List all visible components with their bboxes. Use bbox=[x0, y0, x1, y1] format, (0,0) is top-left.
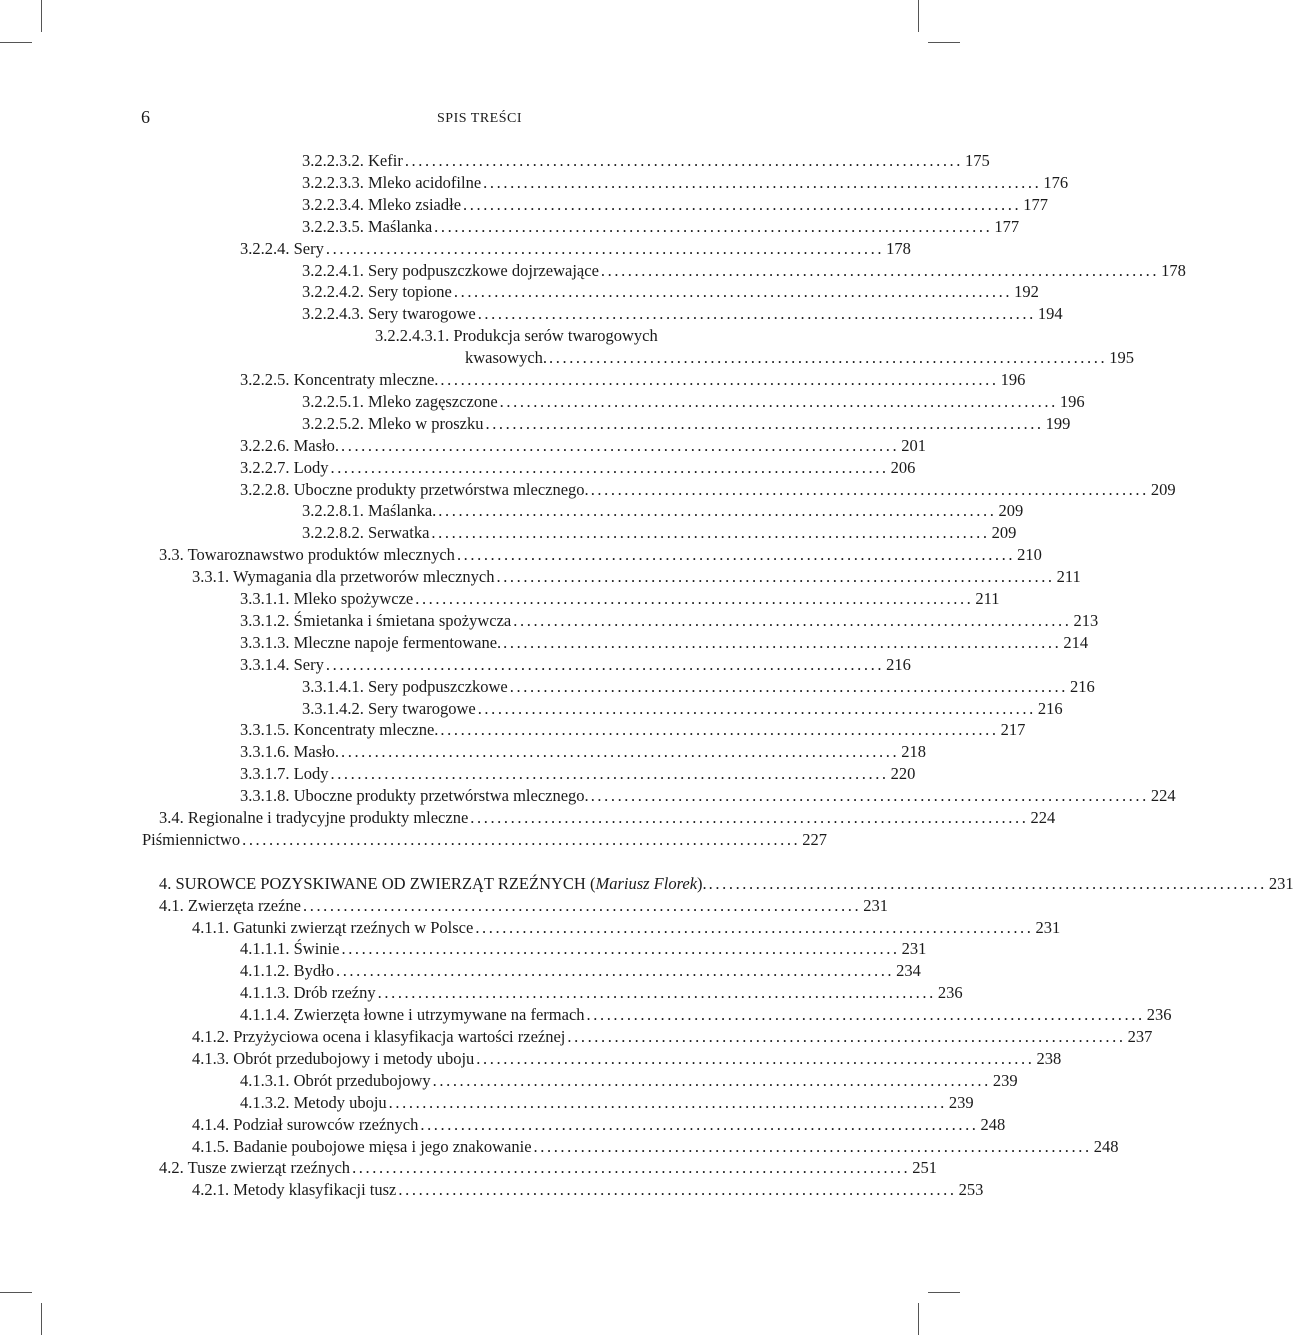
toc-entry-title: 3.3. Towaroznawstwo produktów mlecznych bbox=[159, 545, 455, 565]
toc-leader-dots: ................................................................................... bbox=[586, 1005, 1145, 1025]
toc-leader-dots: ................................................................................... bbox=[513, 610, 1072, 630]
page-number: 6 bbox=[141, 107, 150, 127]
toc-leader-dots: ................................................................................... bbox=[440, 370, 999, 389]
toc-entry bbox=[192, 1026, 1153, 1048]
toc-entry bbox=[192, 1114, 1006, 1136]
toc-entry bbox=[302, 281, 1039, 303]
toc-leader-dots: ................................................................................... bbox=[440, 720, 999, 740]
toc-entry bbox=[240, 610, 1099, 632]
toc-leader-dots: ................................................................................... bbox=[325, 238, 885, 258]
toc-leader-dots: ................................................................................... bbox=[303, 895, 862, 915]
toc-entry-title: 3.3.1.4.2. Sery twarogowe bbox=[302, 698, 476, 718]
toc-entry-title: 3.3.1.5. Koncentraty mleczne. bbox=[240, 720, 439, 740]
toc-entry-page: 192 bbox=[1014, 282, 1039, 302]
toc-entry-page: 216 bbox=[1037, 698, 1063, 718]
toc-entry bbox=[240, 719, 1026, 741]
toc-entry-page: 176 bbox=[1043, 172, 1069, 192]
toc-entry bbox=[240, 632, 1089, 654]
toc-entry-page: 231 bbox=[863, 895, 888, 915]
toc-entry-page: 201 bbox=[901, 435, 926, 455]
toc-leader-dots: ................................................................................... bbox=[499, 391, 1058, 411]
toc-entry-title: 3.2.2.7. Lody bbox=[240, 457, 329, 477]
toc-entry-page: 175 bbox=[965, 151, 990, 170]
toc-entry bbox=[192, 1179, 984, 1201]
toc-entry bbox=[159, 544, 1042, 566]
toc-leader-dots: ................................................................................... bbox=[509, 676, 1068, 696]
toc-entry bbox=[302, 172, 1069, 194]
toc-entry-title: 4.2.1. Metody klasyfikacji tusz bbox=[192, 1180, 397, 1200]
toc-entry-title: 4.1.2. Przyżyciowa ocena i klasyfikacja wartości rzeźnej bbox=[192, 1027, 566, 1046]
toc-entry bbox=[240, 763, 916, 785]
toc-entry-page: 248 bbox=[1093, 1136, 1119, 1156]
toc-leader-dots: ................................................................................... bbox=[432, 1070, 991, 1090]
toc-entry-title: 4.1.5. Badanie poubojowe mięsa i jego znakowanie bbox=[192, 1136, 532, 1156]
toc-entry-page: 224 bbox=[1030, 808, 1056, 827]
toc-entry bbox=[240, 479, 1176, 501]
toc-entry-page: 216 bbox=[1069, 676, 1095, 696]
toc-entry-title: 4. SUROWCE POZYSKIWANE OD ZWIERZĄT RZEŹNYCH (Mariusz Florek). bbox=[159, 873, 707, 893]
toc-entry-title: 3.2.2.3.2. Kefir bbox=[302, 151, 403, 170]
toc-entry-title: 3.3.1.4.1. Sery podpuszczkowe bbox=[302, 676, 508, 696]
toc-leader-dots: ................................................................................... bbox=[377, 983, 936, 1003]
toc-entry-title: 3.3.1.1. Mleko spożywcze bbox=[240, 589, 414, 608]
toc-entry-page: 211 bbox=[975, 589, 1000, 608]
toc-leader-dots: ................................................................................... bbox=[242, 829, 801, 849]
toc-leader-dots: ................................................................................... bbox=[335, 961, 895, 981]
toc-leader-dots: ................................................................................... bbox=[567, 1027, 1126, 1046]
toc-leader-dots: ................................................................................... bbox=[325, 654, 885, 674]
toc-entry-title: 3.3.1.7. Lody bbox=[240, 764, 329, 784]
toc-leader-dots: ................................................................................... bbox=[330, 764, 889, 784]
toc-leader-dots: ................................................................................... bbox=[477, 304, 1036, 324]
toc-entry-page: 210 bbox=[1017, 545, 1042, 565]
toc-entry-page: 178 bbox=[886, 238, 911, 258]
toc-entry-page: 199 bbox=[1045, 413, 1071, 433]
toc-leader-dots: ................................................................................... bbox=[341, 435, 900, 455]
crop-mark-top-left-v bbox=[41, 0, 42, 32]
toc-entry-title: 3.2.2.3.5. Maślanka bbox=[302, 216, 433, 236]
toc-entry-page: 177 bbox=[1023, 194, 1048, 214]
toc-entry bbox=[240, 369, 1026, 391]
toc-entry-title: 4.1.1.2. Bydło bbox=[240, 961, 334, 981]
toc-leader-dots: ................................................................................... bbox=[590, 786, 1149, 806]
toc-leader-dots: ................................................................................... bbox=[341, 939, 900, 959]
toc-leader-dots: ................................................................................... bbox=[483, 172, 1042, 192]
toc-entry-title: 4.1. Zwierzęta rzeźne bbox=[159, 895, 301, 915]
toc-entry bbox=[192, 917, 1061, 939]
toc-entry-page: 224 bbox=[1150, 786, 1176, 806]
toc-entry-page: 238 bbox=[1036, 1048, 1062, 1068]
toc-entry bbox=[240, 457, 916, 479]
toc-entry-title: 3.2.2.4.2. Sery topione bbox=[302, 282, 452, 302]
toc-leader-dots: ................................................................................... bbox=[600, 260, 1160, 280]
toc-entry bbox=[302, 698, 1063, 720]
toc-entry bbox=[159, 873, 1294, 895]
toc-entry bbox=[240, 588, 1000, 610]
crop-mark-bottom-right-h bbox=[928, 1292, 960, 1293]
toc-entry-page: 209 bbox=[998, 501, 1024, 521]
toc-entry bbox=[240, 1092, 974, 1114]
toc-entry-page: 239 bbox=[992, 1070, 1018, 1090]
toc-entry-page: 196 bbox=[1059, 391, 1085, 411]
toc-entry-page: 236 bbox=[937, 983, 963, 1003]
toc-leader-dots: ................................................................................... bbox=[431, 523, 990, 543]
toc-entry-title: 3.3.1.6. Masło. bbox=[240, 742, 339, 762]
toc-leader-dots: ................................................................................... bbox=[503, 632, 1062, 652]
toc-entry-title: 4.1.1.4. Zwierzęta łowne i utrzymywane na fermach bbox=[240, 1005, 585, 1025]
toc-entry bbox=[159, 807, 1056, 829]
toc-entry-page: 177 bbox=[994, 216, 1020, 236]
toc-entry-title: kwasowych. bbox=[465, 348, 548, 368]
toc-entry-page: 211 bbox=[1056, 567, 1081, 587]
toc-entry-page: 251 bbox=[912, 1158, 937, 1178]
crop-mark-bottom-left-h bbox=[0, 1292, 32, 1293]
toc-leader-dots: ................................................................................... bbox=[415, 589, 974, 608]
toc-entry-page: 217 bbox=[1000, 720, 1026, 740]
toc-entry-page: 214 bbox=[1063, 632, 1089, 652]
toc-leader-dots: ................................................................................... bbox=[352, 1158, 911, 1178]
toc-entry-page: 213 bbox=[1073, 610, 1099, 630]
toc-entry-title: 3.3.1. Wymagania dla przetworów mlecznych bbox=[192, 567, 495, 587]
toc-leader-dots: ................................................................................... bbox=[404, 151, 964, 170]
toc-entry bbox=[240, 785, 1176, 807]
toc-entry-title: 4.1.1.3. Drób rzeźny bbox=[240, 983, 376, 1003]
toc-leader-dots: ................................................................................... bbox=[485, 413, 1044, 433]
running-head: SPIS TREŚCI bbox=[437, 111, 522, 126]
crop-mark-top-right-h bbox=[928, 42, 960, 43]
toc-entry-title: Piśmiennictwo bbox=[142, 829, 241, 849]
toc-entry-title: 3.2.2.4.3.1. Produkcja serów twarogowych bbox=[375, 326, 658, 346]
toc-entry bbox=[375, 325, 816, 347]
toc-entry bbox=[240, 741, 926, 763]
toc-entry-page: 248 bbox=[980, 1114, 1006, 1134]
toc-entry bbox=[302, 500, 1024, 522]
toc-leader-dots: ................................................................................... bbox=[388, 1092, 947, 1112]
toc-entry bbox=[159, 1157, 937, 1179]
toc-leader-dots: ................................................................................... bbox=[470, 808, 1029, 827]
toc-entry bbox=[192, 1048, 1062, 1070]
toc-entry bbox=[142, 829, 828, 851]
toc-entry-title: 3.2.2.6. Masło. bbox=[240, 435, 339, 455]
toc-entry-page: 196 bbox=[1000, 370, 1026, 389]
toc-entry-title: 3.2.2.4.3. Sery twarogowe bbox=[302, 304, 476, 324]
toc-leader-dots: ................................................................................... bbox=[434, 216, 993, 236]
toc-entry bbox=[240, 435, 926, 457]
toc-entry-title: 3.2.2.8.1. Maślanka. bbox=[302, 501, 437, 521]
toc-entry-page: 237 bbox=[1127, 1027, 1153, 1046]
toc-entry bbox=[302, 260, 1186, 282]
toc-entry-title: 3.3.1.8. Uboczne produkty przetwórstwa mlecznego. bbox=[240, 786, 589, 806]
toc-entry bbox=[240, 238, 911, 260]
toc-entry-title: 3.2.2.4.1. Sery podpuszczkowe dojrzewające bbox=[302, 260, 599, 280]
toc-entry-title: 3.2.2.4. Sery bbox=[240, 238, 324, 258]
toc-entry bbox=[302, 522, 1017, 544]
toc-entry-title: 4.1.3. Obrót przedubojowy i metody uboju bbox=[192, 1048, 475, 1068]
toc-entry bbox=[302, 216, 1020, 238]
toc-entry bbox=[240, 960, 921, 982]
toc-entry-page: 234 bbox=[896, 961, 921, 981]
toc-entry-page: 231 bbox=[1268, 873, 1294, 893]
toc-entry-title: 3.2.2.3.3. Mleko acidofilne bbox=[302, 172, 482, 192]
crop-mark-bottom-right-v bbox=[918, 1303, 919, 1335]
toc-leader-dots: ................................................................................... bbox=[330, 457, 889, 477]
toc-entry-page: 209 bbox=[1150, 479, 1176, 499]
toc-entry bbox=[302, 194, 1048, 216]
toc-entry-page: 227 bbox=[802, 829, 828, 849]
toc-entry bbox=[302, 676, 1095, 698]
toc-entry-page: 220 bbox=[890, 764, 916, 784]
toc-leader-dots: ................................................................................... bbox=[590, 479, 1149, 499]
toc-entry-title: 4.1.4. Podział surowców rzeźnych bbox=[192, 1114, 419, 1134]
toc-entry-page: 218 bbox=[901, 742, 926, 762]
toc-entry-page: 194 bbox=[1037, 304, 1063, 324]
toc-leader-dots: ................................................................................... bbox=[533, 1136, 1092, 1156]
toc-entry bbox=[302, 413, 1071, 435]
toc-entry-page: 253 bbox=[958, 1180, 984, 1200]
toc-entry-title: 4.1.1.1. Świnie bbox=[240, 939, 340, 959]
toc-entry bbox=[465, 347, 1134, 369]
toc-entry bbox=[240, 982, 963, 1004]
toc-entry bbox=[159, 895, 888, 917]
toc-entry-title: 4.2. Tusze zwierząt rzeźnych bbox=[159, 1158, 351, 1178]
toc-leader-dots: ................................................................................... bbox=[475, 917, 1034, 937]
toc-entry bbox=[302, 391, 1085, 413]
toc-leader-dots: ................................................................................... bbox=[496, 567, 1055, 587]
toc-entry-title: 3.3.1.4. Sery bbox=[240, 654, 324, 674]
toc-entry-page: 239 bbox=[948, 1092, 974, 1112]
toc-entry bbox=[240, 654, 911, 676]
toc-entry-title: 3.2.2.5.1. Mleko zagęszczone bbox=[302, 391, 498, 411]
crop-mark-bottom-left-v bbox=[41, 1303, 42, 1335]
toc-entry-title: 3.3.1.2. Śmietanka i śmietana spożywcza bbox=[240, 610, 512, 630]
toc-entry-title: 3.2.2.5.2. Mleko w proszku bbox=[302, 413, 484, 433]
toc-entry bbox=[192, 1136, 1119, 1158]
toc-entry-title: 3.4. Regionalne i tradycyjne produkty mleczne bbox=[159, 808, 469, 827]
toc-leader-dots: ................................................................................... bbox=[476, 1048, 1035, 1068]
toc-entry-title: 4.1.3.2. Metody uboju bbox=[240, 1092, 387, 1112]
toc-entry bbox=[240, 938, 927, 960]
toc-entry-page: 206 bbox=[890, 457, 916, 477]
toc-entry-page: 195 bbox=[1109, 348, 1134, 368]
toc-entry-title: 3.2.2.8.2. Serwatka bbox=[302, 523, 430, 543]
toc-entry-page: 236 bbox=[1146, 1005, 1172, 1025]
crop-mark-top-left-h bbox=[0, 42, 32, 43]
toc-leader-dots: ................................................................................... bbox=[438, 501, 997, 521]
toc-entry-page: 209 bbox=[991, 523, 1017, 543]
toc-entry-title: 3.2.2.8. Uboczne produkty przetwórstwa mlecznego. bbox=[240, 479, 589, 499]
toc-entry bbox=[240, 1070, 1018, 1092]
toc-entry bbox=[302, 303, 1063, 325]
toc-entry-title: 3.3.1.3. Mleczne napoje fermentowane. bbox=[240, 632, 502, 652]
toc-entry-page: 231 bbox=[1035, 917, 1061, 937]
toc-leader-dots: ................................................................................... bbox=[708, 873, 1267, 893]
toc-entry-page: 216 bbox=[886, 654, 911, 674]
toc-entry bbox=[240, 1004, 1172, 1026]
toc-entry bbox=[192, 566, 1081, 588]
toc-leader-dots: ................................................................................... bbox=[456, 545, 1016, 565]
toc-leader-dots: ................................................................................... bbox=[420, 1114, 979, 1134]
crop-mark-top-right-v bbox=[918, 0, 919, 32]
toc-leader-dots: ................................................................................... bbox=[398, 1180, 957, 1200]
toc-leader-dots: ................................................................................... bbox=[477, 698, 1036, 718]
toc-leader-dots: ................................................................................... bbox=[463, 194, 1022, 214]
toc-entry-page: 231 bbox=[901, 939, 927, 959]
toc-entry-page: 178 bbox=[1161, 260, 1186, 280]
toc-entry-title: 3.2.2.5. Koncentraty mleczne. bbox=[240, 370, 439, 389]
toc-entry-title: 4.1.1. Gatunki zwierząt rzeźnych w Polsce bbox=[192, 917, 474, 937]
toc-leader-dots: ................................................................................... bbox=[453, 282, 1013, 302]
toc-entry-title: 3.2.2.3.4. Mleko zsiadłe bbox=[302, 194, 462, 214]
toc-leader-dots: ................................................................................... bbox=[341, 742, 900, 762]
toc-entry-title: 4.1.3.1. Obrót przedubojowy bbox=[240, 1070, 431, 1090]
toc-leader-dots: ................................................................................... bbox=[549, 348, 1108, 368]
toc-entry bbox=[302, 150, 990, 172]
